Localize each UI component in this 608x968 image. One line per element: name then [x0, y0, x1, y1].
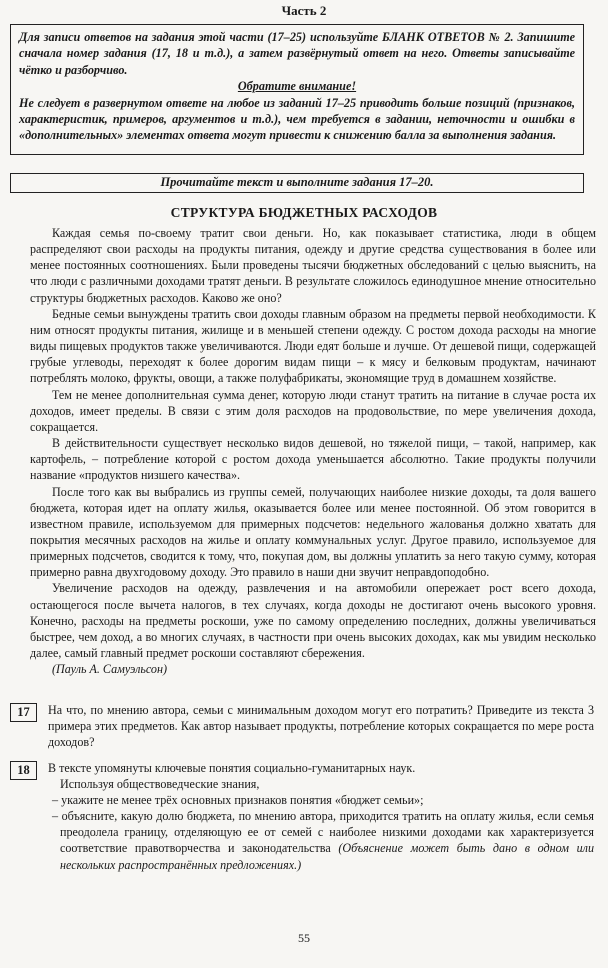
author-attribution: (Пауль А. Самуэльсон) [52, 662, 167, 677]
paragraph: В действительности существует несколько видов дешевой, но тяжелой пищи, – такой, например, как картофель, – потребление которой с ростом дохода уменьшается абсолютно. Такие продукты получили название «продуктов низшего качества». [30, 436, 596, 483]
paragraph: Тем не менее дополнительная сумма денег, которую люди станут тратить на питание в случае роста их доходов, имеет пределы. В связи с этим доля расходов на продовольствие, по мере увеличения дохода, сокращается. [30, 387, 596, 434]
task-intro: В тексте упомянуты ключевые понятия социально-гуманитарных наук. [48, 761, 416, 775]
notice-heading: Обратите внимание! [237, 79, 357, 94]
instructions-text: Для записи ответов на задания этой части (17–25) используйте БЛАНК ОТВЕТОВ № 2. Запишите сначала номер задания (17, 18 и т.д.), а затем развёрнутый ответ на него. Ответы записывайте чётко и разборчиво. [19, 30, 575, 77]
text-title: СТРУКТУРА БЮДЖЕТНЫХ РАСХОДОВ [170, 205, 438, 220]
instructions-warning: Не следует в развернутом ответе на любое из заданий 17–25 приводить больше позиций (признаков, характеристик, примеров, аргументов и т.д.), чем требуется в задании, неточности и ошибки в «дополнительных» элементах ответа могут привести к снижению балла за выполнения задания. [19, 95, 575, 143]
source-text [30, 225, 596, 677]
task-number-box: 17 [10, 703, 37, 722]
task-bullet: – укажите не менее трёх основных признаков понятия «бюджет семьи»; [52, 793, 424, 808]
task-lead: Используя обществоведческие знания, [60, 777, 260, 792]
instructions-box [10, 24, 584, 155]
task-17-text [48, 702, 594, 750]
part-title: Часть 2 [281, 3, 327, 18]
paragraph: Каждая семья по-своему тратит свои деньги. Но, как показывает статистика, люди в общем распределяют свои расходы на продукты питания, одежду и другие средства существования в более или менее постоянных соотношениях. Были проведены тысячи бюджетных обследований с целью выяснить, на что люди с различными доходами тратят деньги. В результате сложилось единодушное мнение относительно структуры бюджетных расходов. Каково же оно? [30, 226, 596, 305]
paragraph: Увеличение расходов на одежду, развлечения и на автомобили опережает рост всего дохода, остающегося после вычета налогов, в тех случаях, когда доходы не достигают очень высокого уровня. Конечно, расходы на предметы роскоши, уже по самому определению последних, должны увеличиваться быстрее, чем доход, а во многих случаях, в частности при очень высоких доходах, как мы увидим несколько далее, самый главный предмет роскоши составляют сбережения. [30, 581, 596, 661]
task-18-text [48, 760, 594, 873]
page-number: 55 [298, 931, 310, 945]
task-bullet [48, 808, 594, 872]
task-number-box: 18 [10, 761, 37, 780]
read-banner: Прочитайте текст и выполните задания 17–20. [10, 173, 584, 193]
paragraph: Бедные семьи вынуждены тратить свои доходы главным образом на предметы первой необходимости. К ним относят продукты питания, жилище и в меньшей степени одежду. С ростом дохода расходы на многие виды пищевых продуктов также увеличиваются. Люди едят больше и лучше. От дешевой пищи, содержащей грубые углеводы, переходят к более дорогим видам пищи – к мясу и белковым продуктам, начинают потреблять молоко, фрукты, овощи, а также полуфабрикаты, экономящие труд в домашнем хозяйстве. [30, 306, 596, 386]
task-bullet-text: – объясните, какую долю бюджета, по мнению автора, приходится тратить на оплату жилья, если семья преодолела границу, отделяющую ее от семей с наиболее низкими доходами как характеризуется соответствие правотворчества и законодательства [52, 809, 594, 856]
paragraph: После того как вы выбрались из группы семей, получающих наиболее низкие доходы, та доля вашего бюджета, которая идет на оплату жилья, оказывается более или менее постоянной. Об этом говорится в известном правиле, используемом для примерных подсчетов: недельного жалованья должно хватать для покрытия месячных расходов на жилье и оплату коммунальных услуг. Другое правило, используемое для примерных подсчетов, сводится к тому, что, покупая дом, вы должны уплатить за него такую сумму, которая примерно равна двухгодовому доходу. Это правило в наши дни звучит неправдоподобно. [30, 484, 596, 580]
task-question: На что, по мнению автора, семьи с минимальным доходом могут его потратить? Приведите из текста 3 примера этих предметов. Как автор называет продукты, потребление которых сокращается по мере роста доходов? [48, 703, 594, 750]
task-note: (Объяснение может быть дано в одном или нескольких распространённых предложениях.) [60, 841, 595, 872]
